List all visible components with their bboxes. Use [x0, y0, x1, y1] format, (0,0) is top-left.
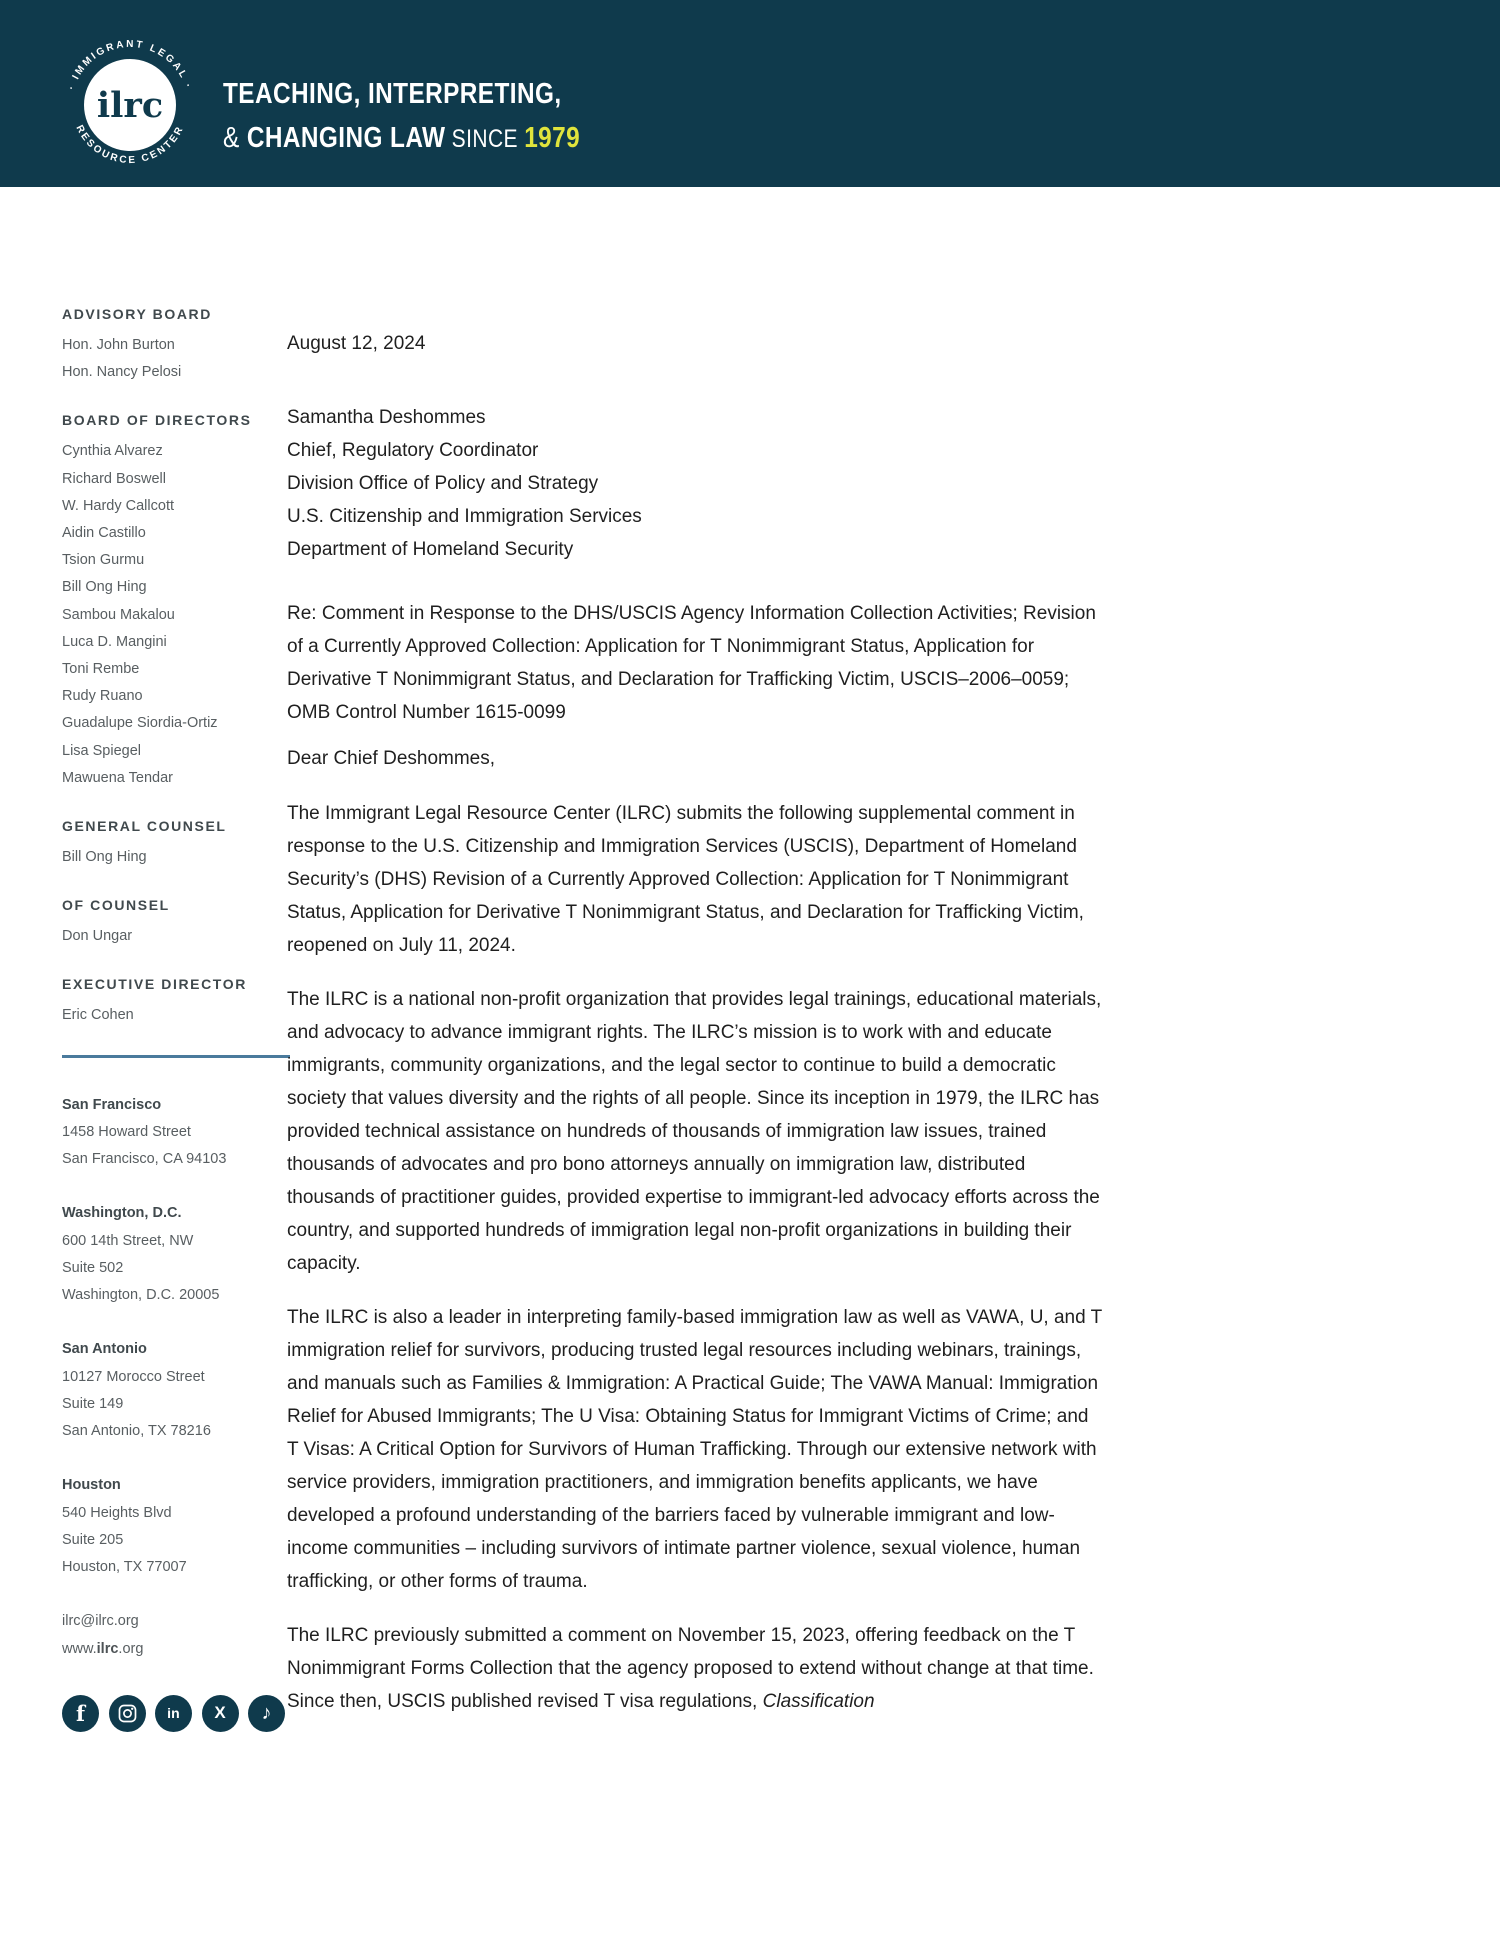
closing-paragraph-italic: Classification: [762, 1691, 875, 1712]
office-city: Washington, D.C.: [62, 1205, 182, 1222]
board-member-name: Aidin Castillo: [62, 525, 146, 542]
body-paragraph: The ILRC is also a leader in interpreting family-based immigration law as well as VAWA, U, and T immigration relief for survivors, producing trusted legal resources including webinars, trainings, and manuals such as Families & Immigration: A Practical Guide; The VAWA Manual: Immigration Relief for Abused Immigrants; The U Visa: Obtaining Status for Immigrant Victims of Crime; and T Visas: A Critical Option for Survivors of Human Trafficking. Through our extensive network with service providers, immigration practitioners, and immigration benefits applicants, we have developed a profound understanding of the barriers faced by vulnerable immigrant and low-income communities – including survivors of intimate partner violence, sexual violence, human trafficking, or other forms of trauma.: [287, 1307, 1102, 1592]
website-suffix: .org: [118, 1640, 144, 1657]
office-address-line: 540 Heights Blvd: [62, 1504, 172, 1521]
board-member-name: Guadalupe Siordia-Ortiz: [62, 715, 218, 732]
letter-date: August 12, 2024: [287, 333, 426, 354]
board-member-name: Hon. John Burton: [62, 337, 175, 353]
office-address-line: Suite 149: [62, 1395, 124, 1412]
section-heading: BOARD OF DIRECTORS: [62, 412, 252, 429]
office-address-line: San Antonio, TX 78216: [62, 1423, 211, 1440]
recipient-name: Samantha Deshommes: [287, 407, 486, 428]
letterhead-sidebar: [62, 305, 290, 1732]
board-member-name: Toni Rembe: [62, 661, 140, 678]
board-member-name: Bill Ong Hing: [62, 579, 147, 596]
of-counsel-section: [62, 896, 290, 950]
office-address-line: Suite 502: [62, 1259, 124, 1276]
board-member-name: Cynthia Alvarez: [62, 443, 163, 460]
body-paragraph: The ILRC is a national non-profit organization that provides legal trainings, educational materials, and advocacy to advance immigrant rights. The ILRC’s mission is to work with and educate immigrants, community organizations, and the legal sector to continue to build a democratic society that values diversity and the rights of all people. Since its inception in 1979, the ILRC has provided technical assistance on hundreds of thousands of immigration law issues, trained thousands of advocates and pro bono attorneys annually on immigration law, distributed thousands of practitioner guides, provided expertise to immigrant-led advocacy efforts across the country, and supported hundreds of immigration legal non-profit organizations in building their capacity.: [287, 989, 1102, 1274]
office-houston: [62, 1472, 290, 1581]
contact-email[interactable]: ilrc@ilrc.org: [62, 1613, 139, 1630]
recipient-division: Division Office of Policy and Strategy: [287, 473, 599, 494]
logo-ring-bottom-text: RESOURCE CENTER: [73, 123, 187, 167]
office-city: San Antonio: [62, 1341, 147, 1358]
board-member-name: Tsion Gurmu: [62, 552, 145, 569]
linkedin-icon[interactable]: in: [155, 1695, 192, 1732]
tagline-line2: [223, 116, 580, 161]
recipient-agency: U.S. Citizenship and Immigration Services: [287, 506, 642, 527]
body-paragraph: [287, 1619, 1102, 1718]
recipient-block: [287, 401, 1102, 566]
tagline-year: 1979: [524, 122, 581, 154]
logo-ring-top-text: · IMMIGRANT LEGAL ·: [66, 38, 194, 92]
section-heading: EXECUTIVE DIRECTOR: [62, 976, 247, 993]
board-of-directors-section: [62, 411, 290, 792]
counsel-name: Bill Ong Hing: [62, 849, 147, 866]
executive-director-name: Eric Cohen: [62, 1007, 134, 1024]
body-paragraph: The Immigrant Legal Resource Center (ILRC) submits the following supplemental comment in response to the U.S. Citizenship and Immigration Services (USCIS), Department of Homeland Security’s (DHS) Revision of a Currently Approved Collection: Application for T Nonimmigrant Status, Application for Derivative T Nonimmigrant Status, and Declaration for Trafficking Victim, reopened on July 11, 2024.: [287, 803, 1084, 956]
office-city: Houston: [62, 1477, 121, 1494]
office-san-francisco: [62, 1092, 290, 1174]
tagline-ampersand: &: [223, 122, 247, 154]
sidebar-divider: [62, 1055, 290, 1058]
office-list: [62, 1092, 290, 1582]
board-member-name: W. Hardy Callcott: [62, 497, 174, 514]
board-member-name: Lisa Spiegel: [62, 742, 141, 759]
office-address-line: San Francisco, CA 94103: [62, 1151, 227, 1168]
tagline-since: SINCE: [445, 125, 525, 153]
section-heading: ADVISORY BOARD: [62, 306, 212, 322]
salutation: Dear Chief Deshommes,: [287, 748, 496, 769]
tagline-line1: TEACHING, INTERPRETING,: [223, 78, 562, 110]
letter-body: [287, 327, 1102, 1739]
closing-paragraph-text: The ILRC previously submitted a comment on November 15, 2023, offering feedback on the T Nonimmigrant Forms Collection that the agency proposed to extend without change at that time. Since then, USCIS published revised T visa regulations,: [287, 1625, 1094, 1712]
office-address-line: 10127 Morocco Street: [62, 1368, 205, 1385]
board-member-name: Hon. Nancy Pelosi: [62, 364, 182, 381]
website-bold: ilrc: [96, 1640, 119, 1657]
office-city: San Francisco: [62, 1096, 162, 1113]
office-address-line: 600 14th Street, NW: [62, 1232, 194, 1249]
office-san-antonio: [62, 1336, 290, 1445]
x-twitter-icon[interactable]: X: [202, 1695, 239, 1732]
advisory-board-section: [62, 305, 290, 386]
ilrc-logo-graphic: [55, 30, 205, 180]
counsel-name: Don Ungar: [62, 928, 133, 945]
ilrc-logo: [55, 30, 205, 180]
general-counsel-section: [62, 817, 290, 871]
board-member-name: Richard Boswell: [62, 470, 166, 487]
tagline-changing-law: CHANGING LAW: [246, 122, 446, 154]
board-member-name: Luca D. Mangini: [62, 633, 167, 650]
board-member-name: Mawuena Tendar: [62, 769, 173, 786]
subject-line: Re: Comment in Response to the DHS/USCIS Agency Information Collection Activities; Revision of a Currently Approved Collection: Application for T Nonimmigrant Status, Application for Derivative T Nonimmigrant Status, and Declaration for Trafficking Victim, USCIS–2006–0059; OMB Control Number 1615-0099: [287, 603, 1096, 723]
website-prefix: www.: [62, 1640, 97, 1657]
contact-website[interactable]: [62, 1636, 290, 1663]
recipient-department: Department of Homeland Security: [287, 539, 574, 560]
section-heading: GENERAL COUNSEL: [62, 818, 227, 835]
board-member-name: Rudy Ruano: [62, 688, 143, 705]
board-member-name: Sambou Makalou: [62, 606, 175, 623]
office-washington-dc: [62, 1200, 290, 1309]
instagram-glyph: [118, 1704, 137, 1723]
office-address-line: Houston, TX 77007: [62, 1559, 187, 1576]
header-tagline: [223, 72, 648, 161]
executive-director-section: [62, 975, 290, 1029]
office-address-line: Suite 205: [62, 1531, 124, 1548]
logo-acronym: ilrc: [96, 85, 164, 126]
recipient-title: Chief, Regulatory Coordinator: [287, 440, 539, 461]
facebook-icon[interactable]: f: [62, 1695, 99, 1732]
social-icons: [62, 1695, 290, 1732]
tiktok-icon[interactable]: ♪: [248, 1695, 285, 1732]
office-address-line: 1458 Howard Street: [62, 1123, 191, 1140]
header-band: [0, 0, 1500, 187]
contact-block: [62, 1608, 290, 1662]
office-address-line: Washington, D.C. 20005: [62, 1287, 220, 1304]
instagram-icon[interactable]: [109, 1695, 146, 1732]
section-heading: OF COUNSEL: [62, 897, 170, 914]
